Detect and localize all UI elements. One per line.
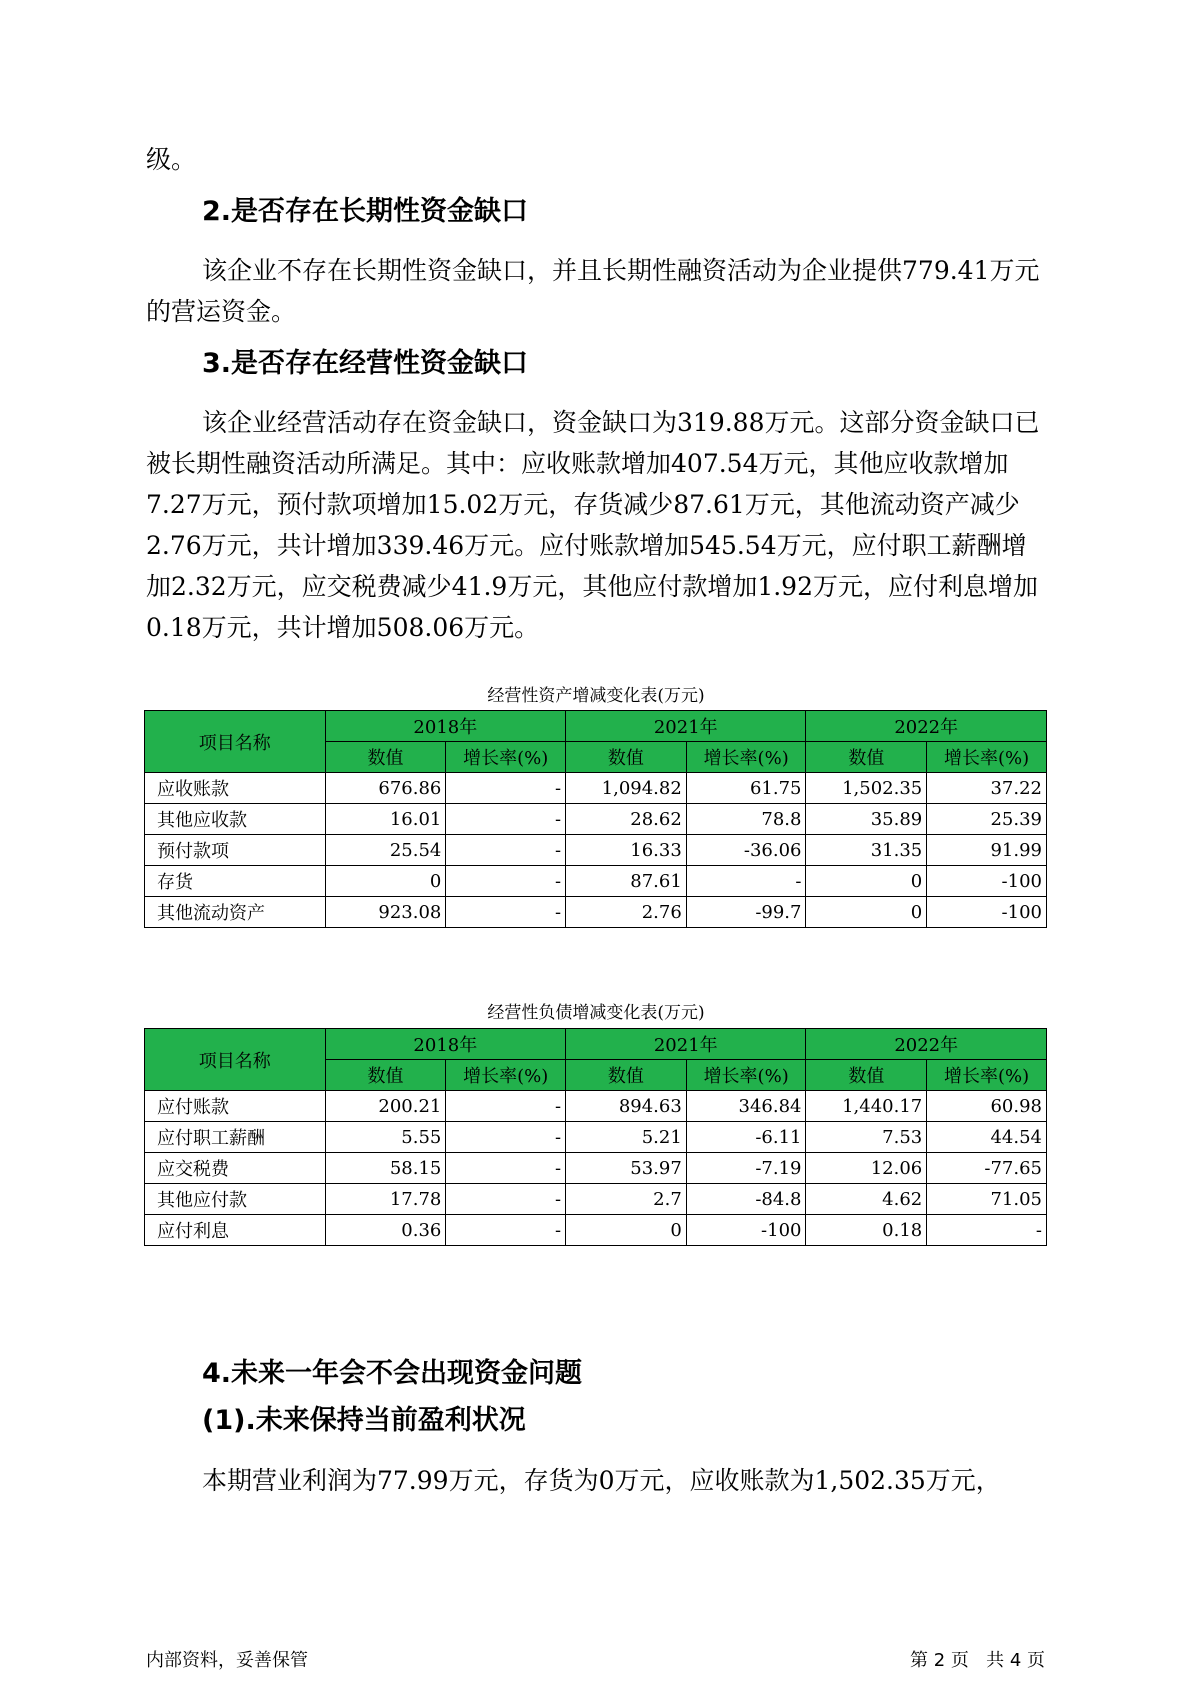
header-growth: 增长率(%): [686, 742, 806, 773]
cell-growth: -: [927, 1215, 1047, 1246]
section2-heading: 2.是否存在长期性资金缺口: [202, 196, 529, 227]
table-row: [145, 897, 1047, 928]
cell-growth: -: [446, 866, 566, 897]
cell-value: 0: [806, 866, 927, 897]
cell-value: 1,502.35: [806, 773, 927, 804]
cell-growth: 78.8: [686, 804, 806, 835]
cell-value: 0: [806, 897, 927, 928]
row-name: 其他应收款: [145, 804, 326, 835]
row-name: 应付利息: [145, 1215, 326, 1246]
row-name: 应付职工薪酬: [145, 1122, 326, 1153]
header-item-name: 项目名称: [145, 711, 326, 773]
cell-growth: -: [446, 773, 566, 804]
cell-growth: -: [446, 1215, 566, 1246]
liability-table-title: 经营性负债增减变化表(万元): [487, 1003, 705, 1023]
header-value: 数值: [566, 1060, 687, 1091]
cell-growth: -: [446, 835, 566, 866]
header-year-2022: 2022年: [806, 711, 1047, 742]
cell-value: 894.63: [566, 1091, 687, 1122]
cell-growth: -36.06: [686, 835, 806, 866]
cell-growth: 37.22: [927, 773, 1047, 804]
table-row: [145, 1091, 1047, 1122]
cell-growth: -100: [927, 897, 1047, 928]
section4-subheading: (1).未来保持当前盈利状况: [202, 1405, 526, 1436]
header-growth: 增长率(%): [446, 1060, 566, 1091]
table-row: [145, 1122, 1047, 1153]
footer-confidential: 内部资料，妥善保管: [146, 1650, 308, 1671]
cell-growth: -: [446, 1184, 566, 1215]
cell-value: 2.76: [566, 897, 687, 928]
cell-value: 28.62: [566, 804, 687, 835]
row-name: 其他应付款: [145, 1184, 326, 1215]
intro-line: 级。: [146, 145, 197, 174]
cell-value: 53.97: [566, 1153, 687, 1184]
cell-growth: -7.19: [686, 1153, 806, 1184]
cell-value: 4.62: [806, 1184, 927, 1215]
header-value: 数值: [325, 1060, 446, 1091]
cell-growth: -: [446, 1091, 566, 1122]
cell-value: 17.78: [325, 1184, 446, 1215]
cell-growth: -100: [686, 1215, 806, 1246]
cell-growth: -: [686, 866, 806, 897]
header-growth: 增长率(%): [446, 742, 566, 773]
asset-table: [144, 710, 1047, 928]
header-year-2018: 2018年: [325, 711, 565, 742]
cell-growth: -: [446, 897, 566, 928]
cell-value: 200.21: [325, 1091, 446, 1122]
table-row: [145, 773, 1047, 804]
cell-value: 25.54: [325, 835, 446, 866]
cell-value: 87.61: [566, 866, 687, 897]
cell-value: 31.35: [806, 835, 927, 866]
table-row: [145, 804, 1047, 835]
header-item-name: 项目名称: [145, 1029, 326, 1091]
header-growth: 增长率(%): [927, 1060, 1047, 1091]
cell-value: 1,094.82: [566, 773, 687, 804]
cell-growth: -84.8: [686, 1184, 806, 1215]
cell-growth: 91.99: [927, 835, 1047, 866]
cell-growth: 61.75: [686, 773, 806, 804]
liability-table: [144, 1028, 1047, 1246]
header-year-2022: 2022年: [806, 1029, 1047, 1060]
row-name: 应交税费: [145, 1153, 326, 1184]
footer-page-number: 第 2 页 共 4 页: [910, 1650, 1045, 1671]
row-name: 预付款项: [145, 835, 326, 866]
row-name: 应付账款: [145, 1091, 326, 1122]
cell-growth: -100: [927, 866, 1047, 897]
cell-growth: 346.84: [686, 1091, 806, 1122]
cell-value: 676.86: [325, 773, 446, 804]
cell-growth: -6.11: [686, 1122, 806, 1153]
table-row: [145, 866, 1047, 897]
section3-paragraph: 该企业经营活动存在资金缺口，资金缺口为319.88万元。这部分资金缺口已被长期性融资活动所满足。其中：应收账款增加407.54万元，其他应收款增加7.27万元，预付款项增加15.02万元，存货减少87.61万元，其他流动资产减少2.76万元，共计增加339.46万元。应付账款增加545.54万元，应付职工薪酬增加2.32万元，应交税费减少41.9万元，其他应付款增加1.92万元，应付利息增加0.18万元，共计增加508.06万元。: [146, 408, 1040, 642]
asset-table-title: 经营性资产增减变化表(万元): [487, 686, 705, 706]
row-name: 应收账款: [145, 773, 326, 804]
table-row: [145, 835, 1047, 866]
cell-value: 2.7: [566, 1184, 687, 1215]
section2-paragraph: 该企业不存在长期性资金缺口，并且长期性融资活动为企业提供779.41万元的营运资金。: [146, 256, 1040, 326]
cell-growth: 44.54: [927, 1122, 1047, 1153]
section3-heading: 3.是否存在经营性资金缺口: [202, 348, 529, 379]
cell-value: 0.18: [806, 1215, 927, 1246]
cell-growth: 25.39: [927, 804, 1047, 835]
cell-value: 5.55: [325, 1122, 446, 1153]
cell-growth: 71.05: [927, 1184, 1047, 1215]
cell-value: 0: [566, 1215, 687, 1246]
cell-value: 16.01: [325, 804, 446, 835]
header-value: 数值: [806, 742, 927, 773]
cell-value: 12.06: [806, 1153, 927, 1184]
header-value: 数值: [566, 742, 687, 773]
table-row: [145, 1184, 1047, 1215]
cell-value: 16.33: [566, 835, 687, 866]
header-year-2018: 2018年: [325, 1029, 565, 1060]
cell-value: 923.08: [325, 897, 446, 928]
cell-growth: -: [446, 804, 566, 835]
cell-value: 58.15: [325, 1153, 446, 1184]
cell-value: 0.36: [325, 1215, 446, 1246]
header-growth: 增长率(%): [927, 742, 1047, 773]
cell-value: 1,440.17: [806, 1091, 927, 1122]
header-value: 数值: [325, 742, 446, 773]
cell-value: 5.21: [566, 1122, 687, 1153]
cell-value: 7.53: [806, 1122, 927, 1153]
cell-growth: -: [446, 1153, 566, 1184]
header-year-2021: 2021年: [566, 711, 806, 742]
table-row: [145, 1215, 1047, 1246]
cell-value: 35.89: [806, 804, 927, 835]
cell-value: 0: [325, 866, 446, 897]
header-year-2021: 2021年: [566, 1029, 806, 1060]
row-name: 其他流动资产: [145, 897, 326, 928]
header-growth: 增长率(%): [686, 1060, 806, 1091]
row-name: 存货: [145, 866, 326, 897]
table-row: [145, 1153, 1047, 1184]
section4-paragraph: 本期营业利润为77.99万元，存货为0万元，应收账款为1,502.35万元，: [202, 1466, 1001, 1495]
header-value: 数值: [806, 1060, 927, 1091]
cell-growth: -99.7: [686, 897, 806, 928]
cell-growth: -: [446, 1122, 566, 1153]
section4-heading: 4.未来一年会不会出现资金问题: [202, 1358, 583, 1389]
cell-growth: -77.65: [927, 1153, 1047, 1184]
cell-growth: 60.98: [927, 1091, 1047, 1122]
